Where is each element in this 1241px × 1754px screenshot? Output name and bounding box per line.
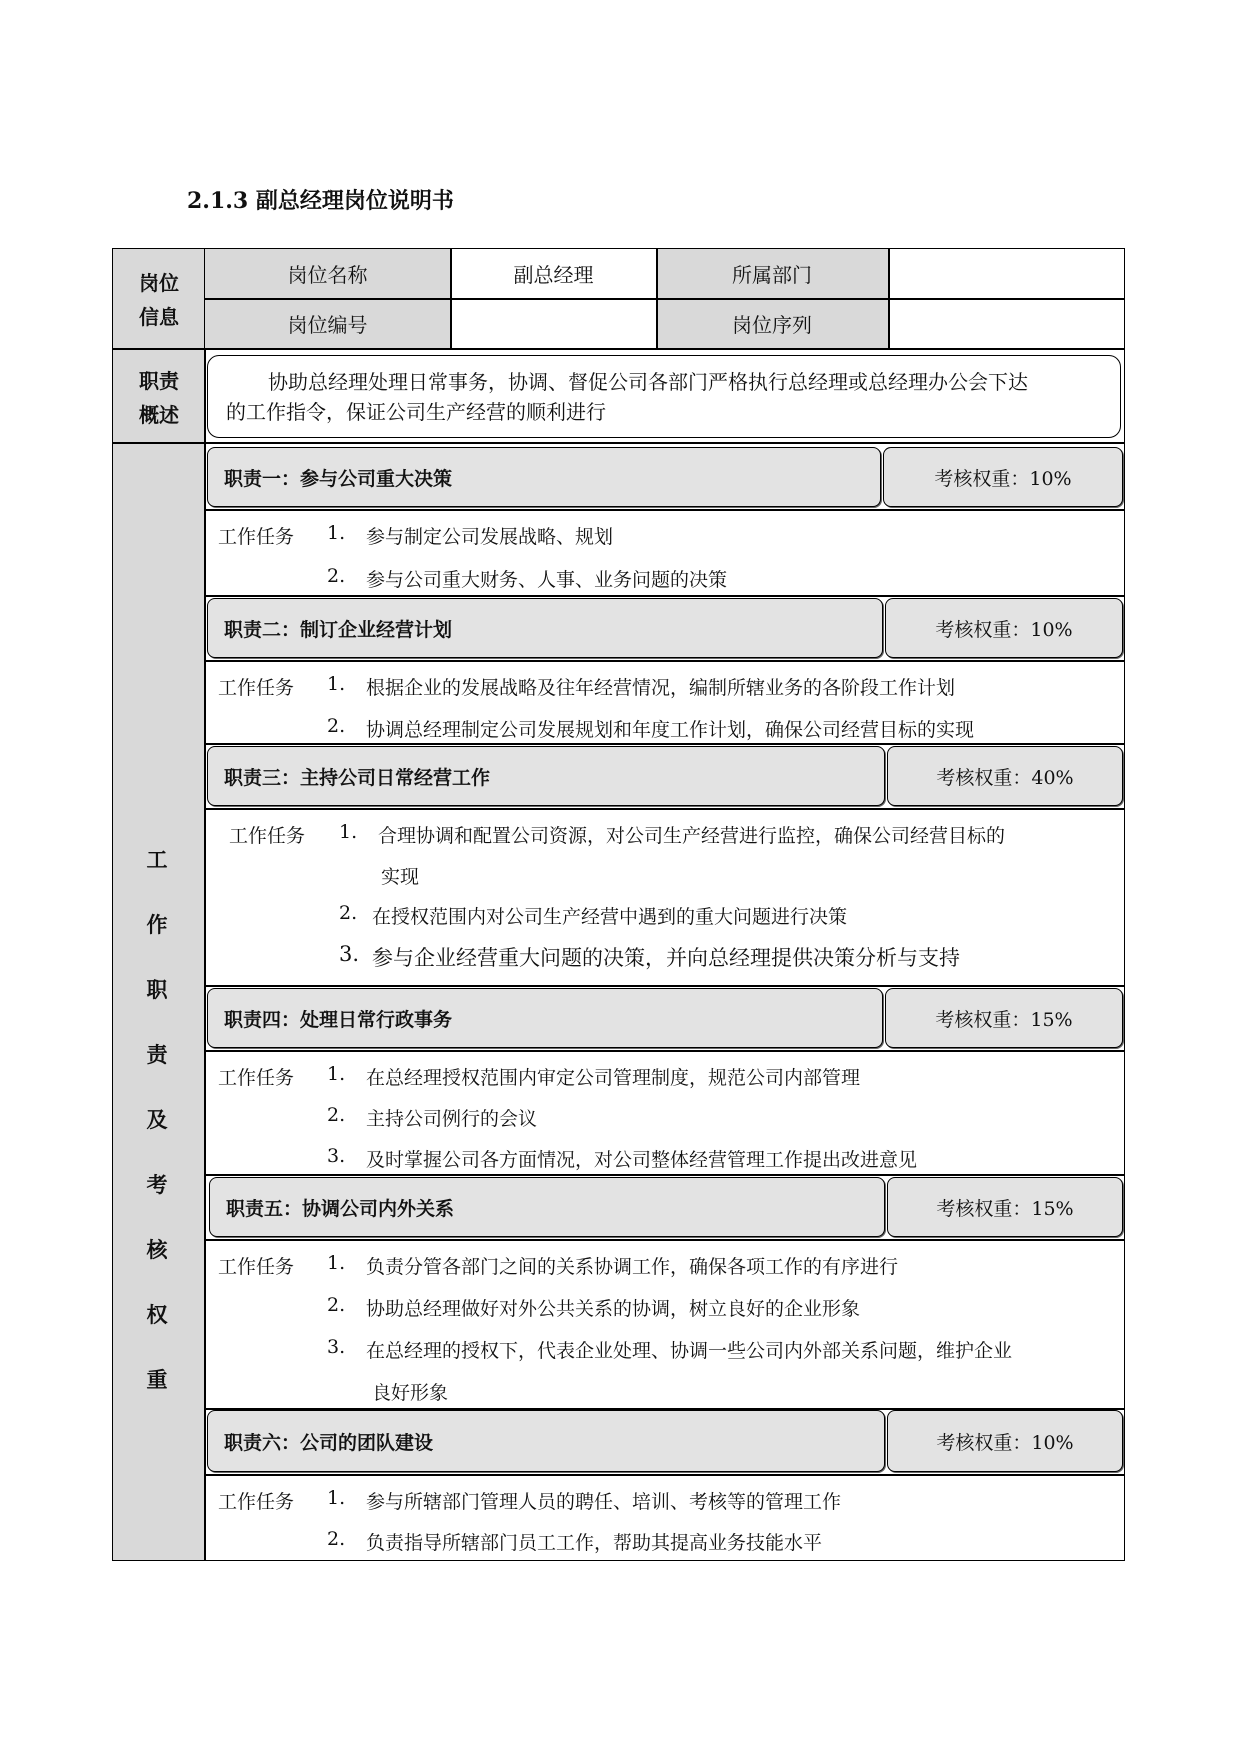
task-text-continued: 良好形象 (372, 1382, 449, 1404)
position-name-label: 岗位名称 (287, 263, 368, 287)
duty-weight: 考核权重：15% (885, 988, 1123, 1048)
task-number: 2. (327, 1104, 346, 1126)
position-sequence-label: 岗位序列 (732, 313, 812, 337)
info-section-label: 岗位 信息 (139, 271, 179, 329)
duty-weight: 考核权重：40% (887, 746, 1123, 806)
position-sequence-value (889, 299, 1124, 348)
task-text-continued: 实现 (381, 866, 420, 888)
summary-line-1: 协助总经理处理日常事务，协调、督促公司各部门严格执行总经理或总经理办公会下达 (268, 370, 1028, 394)
duty-weight: 考核权重：15% (887, 1177, 1123, 1237)
task-text: 协调总经理制定公司发展规划和年度工作计划，确保公司经营目标的实现 (366, 719, 975, 741)
task-label: 工作任务 (218, 1067, 295, 1089)
task-number: 3. (339, 942, 360, 966)
task-label: 工作任务 (218, 526, 295, 548)
task-number: 3. (327, 1145, 346, 1167)
position-code-value (451, 299, 656, 348)
task-text: 负责分管各部门之间的关系协调工作，确保各项工作的有序进行 (366, 1256, 899, 1278)
task-text: 参与企业经营重大问题的决策，并向总经理提供决策分析与支持 (372, 946, 960, 970)
department-label: 所属部门 (732, 263, 812, 287)
task-text: 在授权范围内对公司生产经营中遇到的重大问题进行决策 (372, 906, 848, 928)
summary-line-2: 的工作指令，保证公司生产经营的顺利进行 (226, 400, 606, 424)
task-text: 参与制定公司发展战略、规划 (366, 526, 614, 548)
task-label: 工作任务 (229, 825, 306, 847)
duties-side-label-char: 作 (146, 913, 168, 937)
task-number: 2. (339, 902, 358, 924)
task-text: 参与所辖部门管理人员的聘任、培训、考核等的管理工作 (366, 1491, 842, 1513)
summary-section-label: 职责 概述 (139, 369, 179, 427)
task-number: 3. (327, 1336, 346, 1358)
task-number: 2. (327, 565, 346, 587)
position-code-label: 岗位编号 (287, 313, 368, 337)
task-number: 2. (327, 1294, 346, 1316)
duty-title: 职责四：处理日常行政事务 (207, 988, 883, 1048)
task-text: 在总经理的授权下，代表企业处理、协调一些公司内外部关系问题，维护企业 (366, 1340, 1013, 1362)
duty-title: 职责二：制订企业经营计划 (207, 598, 883, 658)
duty-title: 职责六：公司的团队建设 (207, 1410, 885, 1472)
department-value (889, 249, 1124, 298)
duty-weight: 考核权重：10% (887, 1410, 1123, 1472)
task-text: 在总经理授权范围内审定公司管理制度，规范公司内部管理 (366, 1067, 861, 1089)
duty-title: 职责五：协调公司内外关系 (209, 1177, 885, 1237)
task-label: 工作任务 (218, 677, 295, 699)
task-text: 根据企业的发展战略及往年经营情况，编制所辖业务的各阶段工作计划 (366, 677, 956, 699)
task-label: 工作任务 (218, 1256, 295, 1278)
page-title: 2.1.3 副总经理岗位说明书 (187, 188, 454, 214)
duty-weight: 考核权重：10% (883, 447, 1123, 507)
task-label: 工作任务 (218, 1491, 295, 1513)
task-text: 负责指导所辖部门员工工作，帮助其提高业务技能水平 (366, 1532, 823, 1554)
task-number: 1. (327, 1252, 346, 1274)
task-number: 1. (327, 1063, 346, 1085)
duty-title: 职责三：主持公司日常经营工作 (207, 746, 885, 806)
duties-side-label-char: 工 (146, 848, 168, 872)
task-text: 及时掌握公司各方面情况，对公司整体经营管理工作提出改进意见 (366, 1149, 918, 1171)
duties-side-label-char: 重 (146, 1368, 168, 1392)
duties-side-label-char: 及 (146, 1108, 168, 1132)
position-name-value: 副总经理 (513, 263, 594, 287)
task-text: 参与公司重大财务、人事、业务问题的决策 (366, 569, 728, 591)
duty-weight: 考核权重：10% (885, 598, 1123, 658)
task-number: 1. (327, 522, 346, 544)
duties-side-label-char: 权 (146, 1303, 168, 1327)
duties-side-label-char: 责 (146, 1043, 168, 1067)
task-text: 主持公司例行的会议 (366, 1108, 538, 1130)
task-text: 协助总经理做好对外公共关系的协调，树立良好的企业形象 (366, 1298, 861, 1320)
summary-box (207, 355, 1121, 438)
task-text: 合理协调和配置公司资源，对公司生产经营进行监控，确保公司经营目标的 (378, 825, 1006, 847)
duties-side-label-char: 考 (146, 1173, 168, 1197)
duties-side-label-char: 职 (146, 978, 168, 1002)
task-number: 2. (327, 1528, 346, 1550)
duty-title: 职责一：参与公司重大决策 (207, 447, 881, 507)
task-number: 1. (327, 673, 346, 695)
task-number: 1. (327, 1487, 346, 1509)
task-number: 1. (339, 821, 358, 843)
duties-side-label-char: 核 (146, 1238, 168, 1262)
task-number: 2. (327, 715, 346, 737)
